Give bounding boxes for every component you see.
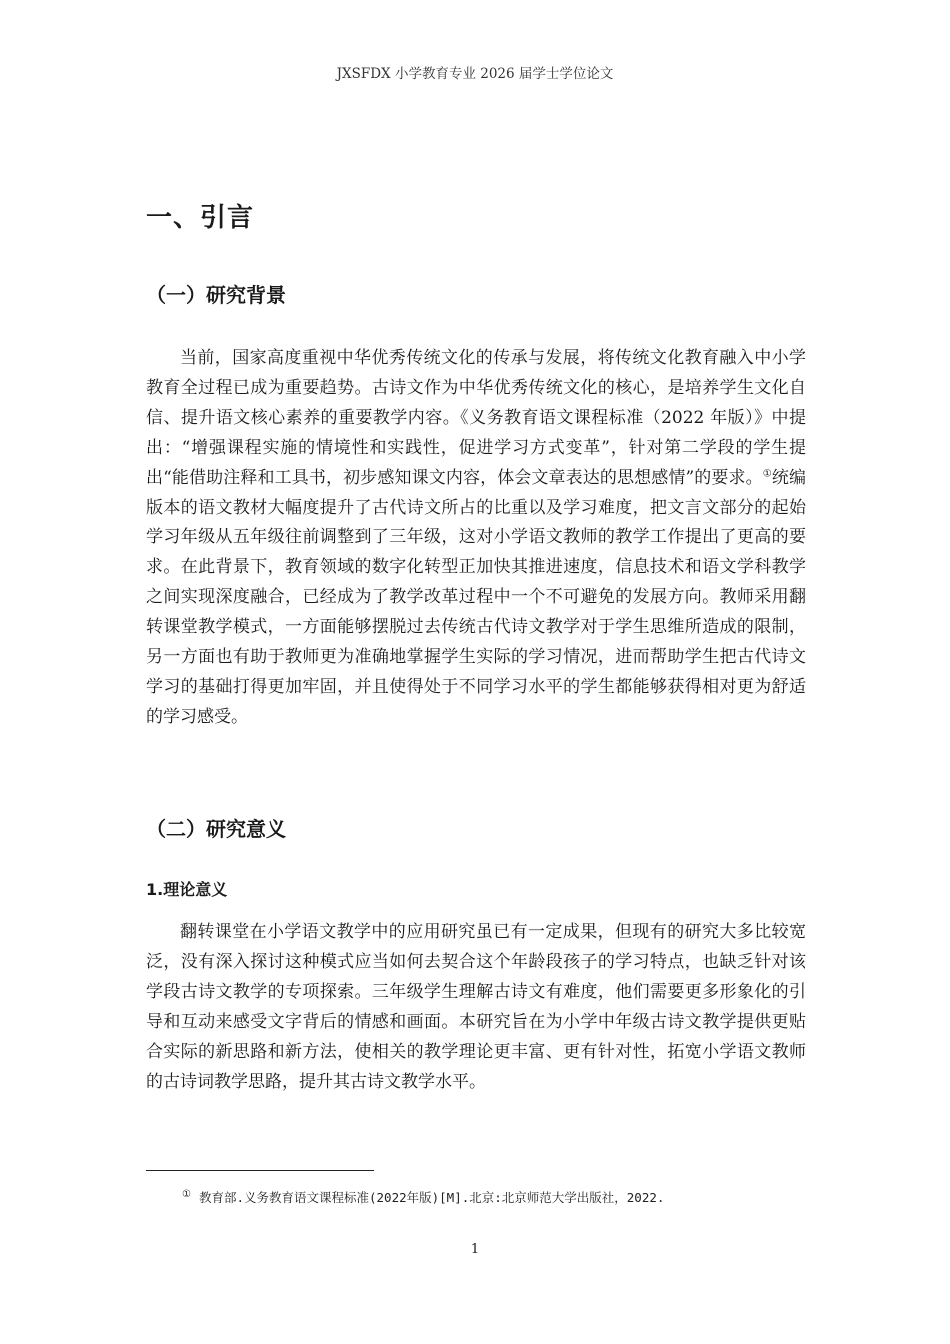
footnote-reference: ① — [762, 467, 772, 479]
background-text-part-1: 当前，国家高度重视中华优秀传统文化的传承与发展，将传统文化教育融入中小学教育全过程已成为重要趋势。古诗文作为中华优秀传统文化的核心，是培养学生文化自信、提升语文核心素养的重要教学内容。《义务教育语文课程标准（2022 年版）》中提出：“增强课程实施的情境性和实践性，促进学习方式变革”，针对第二学段的学生提出“能借助注释和工具书，初步感知课文内容，体会文章表达的思想感情”的要求。 — [146, 348, 806, 488]
page-number: 1 — [470, 1242, 480, 1257]
footnote-divider — [146, 1170, 374, 1171]
running-header: JXSFDX 小学教育专业 2026 届学士学位论文 — [336, 66, 614, 82]
theoretical-paragraph: 翻转课堂在小学语文教学中的应用研究虽已有一定成果，但现有的研究大多比较宽泛，没有深入探讨这种模式应当如何去契合这个年龄段孩子的学习特点，也缺乏针对该学段古诗文教学的专项探索。三年级学生理解古诗文有难度，他们需要更多形象化的引导和互动来感受文字背后的情感和画面。本研究旨在为小学中年级古诗文教学提供更贴合实际的新思路和新方法，使相关的教学理论更丰富、更有针对性，拓宽小学语文教师的古诗词教学思路，提升其古诗文教学水平。 — [146, 922, 806, 1092]
subsection-title-theoretical: 1.理论意义 — [146, 880, 228, 899]
chapter-title: 一、引言 — [146, 203, 255, 233]
background-text-part-2: 统编版本的语文教材大幅度提升了古代诗文所占的比重以及学习难度，把文言文部分的起始学习年级从五年级往前调整到了三年级，这对小学语文教师的教学工作提出了更高的要求。在此背景下，教育领域的数字化转型正加快其推进速度，信息技术和语文学科教学之间实现深度融合，已经成为了教学改革过程中一个不可避免的发展方向。教师采用翻转课堂教学模式，一方面能够摆脱过去传统古代诗文教学对于学生思维所造成的限制，另一方面也有助于教师更为准确地掌握学生实际的学习情况，进而帮助学生把古代诗文学习的基础打得更加牢固，并且使得处于不同学习水平的学生都能够获得相对更为舒适的学习感受。 — [146, 467, 807, 727]
background-paragraph — [146, 344, 806, 733]
footnote-mark: ① — [182, 1188, 191, 1200]
footnote — [182, 1188, 802, 1208]
section-title-significance: （二）研究意义 — [146, 817, 286, 841]
section-title-background: （一）研究背景 — [146, 283, 286, 307]
footnote-text: 教育部.义务教育语文课程标准(2022年版)[M].北京:北京师范大学出版社，2022. — [198, 1190, 665, 1205]
